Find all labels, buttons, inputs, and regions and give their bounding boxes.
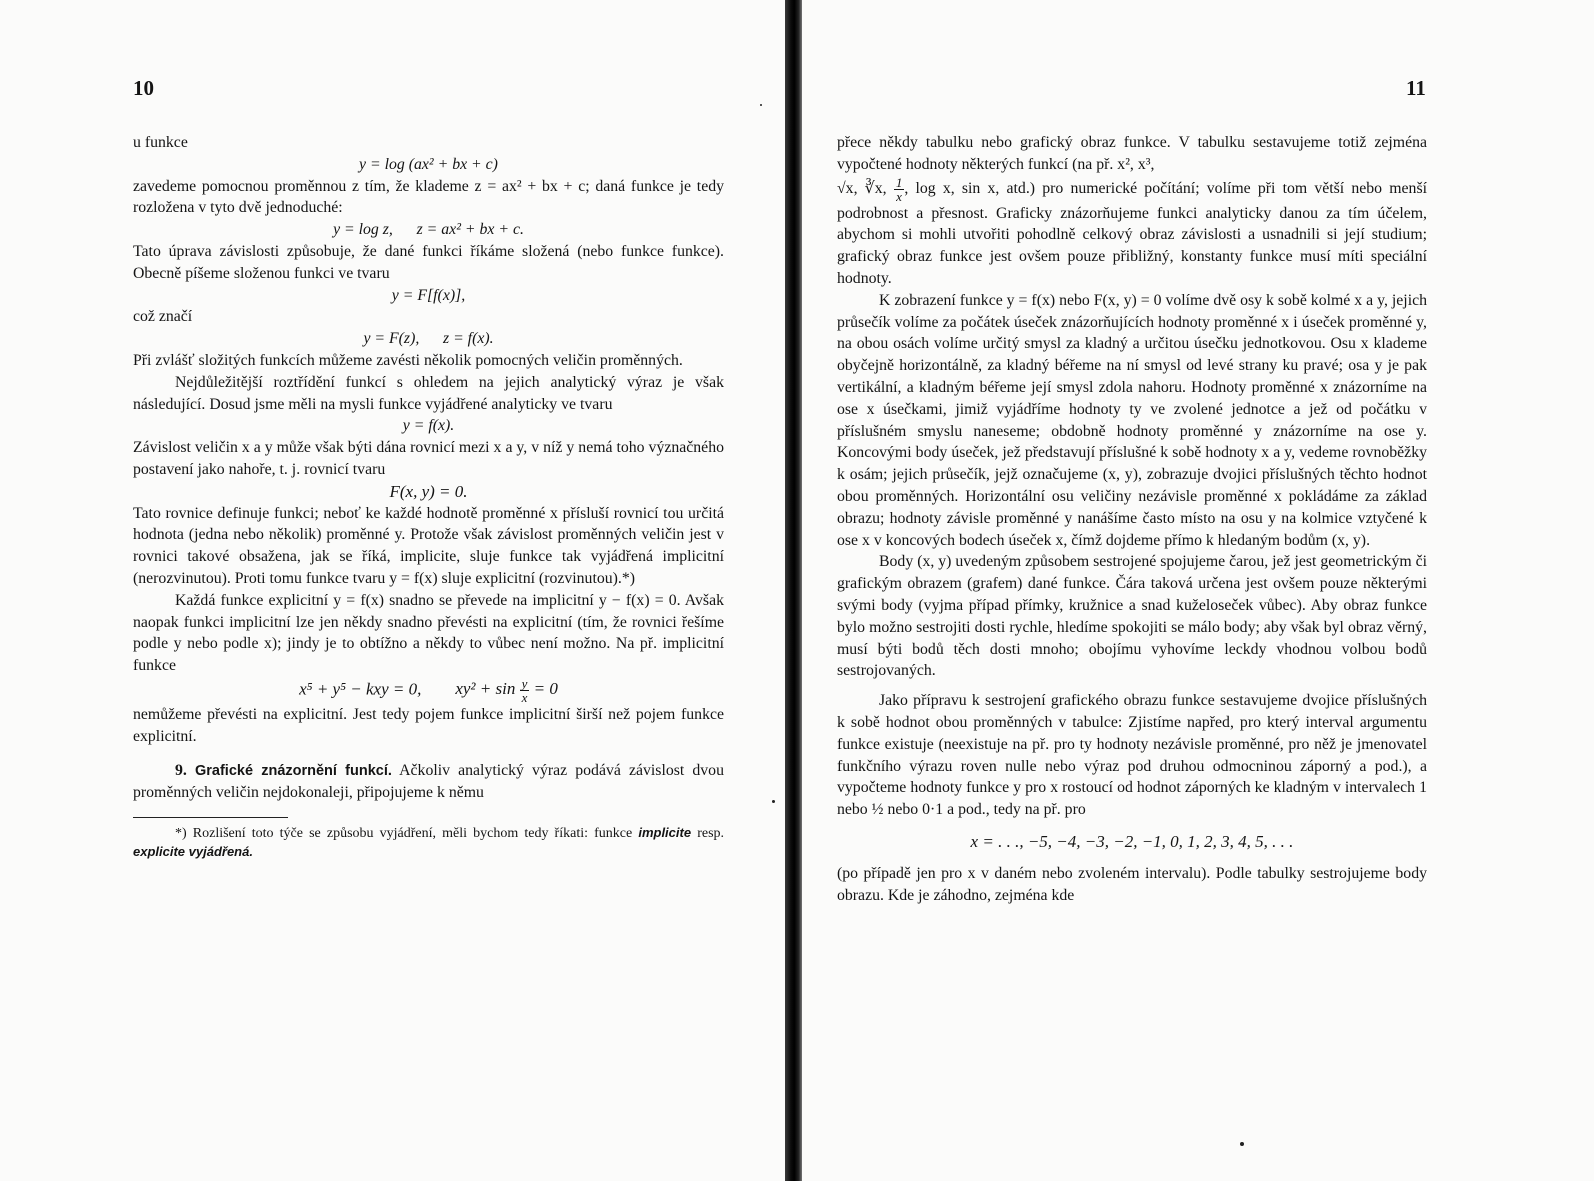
left-text-column xyxy=(133,132,724,862)
paragraph: zavedeme pomocnou proměnnou z tím, že klademe z = ax² + bx + c; daná funkce je tedy rozložena v tyto dvě jednoduché: xyxy=(133,177,724,217)
paragraph: Tato rovnice definuje funkci; neboť ke každé hodnotě proměnné x přísluší rovnicí tou určitá hodnota (jedna nebo několik) proměnné y. Protože však závislost proměnných veličin jest v rovnici takové obsažena, jak se říká, implicite, sluje funkce tak vyjádřená implicitní (nerozvinutou). Proti tomu funkce tvaru y = f(x) sluje explicitní (rozvinutou).*) xyxy=(133,504,724,587)
paragraph: Každá funkce explicitní y = f(x) snadno se převede na implicitní y − f(x) = 0. Avšak naopak funkci implicitní lze jen někdy snadno převésti na explicitní (tím, že rovnici řešíme podle y nebo podle x); jindy je to obtížno a někdy to vůbec není možno. Na př. implicitní funkce xyxy=(133,591,724,675)
scan-speck xyxy=(760,104,762,106)
paragraph: Závislost veličin x a y může však býti dána rovnicí mezi x a y, v níž y nemá toho význačného postavení jako nahoře, t. j. rovnicí tvaru xyxy=(133,439,724,478)
fraction: $\frac{1}{x}$ xyxy=(895,174,903,204)
footnote: *) Rozlišení toto týče se způsobu vyjádření, měli bychom tedy říkati: funkce implicite resp. explicite vyjádřená. xyxy=(133,825,725,860)
footnote-rule xyxy=(133,817,288,818)
equation: y = f(x). xyxy=(402,417,455,435)
paragraph: Při zvlášť složitých funkcích můžeme zavésti několik pomocných veličin proměnných. xyxy=(133,351,683,369)
paragraph: (po případě jen pro x v daném nebo zvoleném intervalu). Podle tabulky sestrojujeme body obrazu. Kde je záhodno, zejména kde xyxy=(837,864,1427,904)
paragraph: nemůžeme převésti na explicitní. Jest tedy pojem funkce implicitní širší než pojem funkce explicitní. xyxy=(133,705,724,745)
equation: y = F(z), z = f(x). xyxy=(363,330,494,348)
paragraph: u funkce xyxy=(133,134,188,151)
right-text-column xyxy=(837,132,1427,906)
left-page-number: 10 xyxy=(133,76,154,100)
paragraph: Tato úprava závislosti způsobuje, že dané funkci říkáme složená (nebo funkce funkce). Obecně píšeme složenou funkci ve tvaru xyxy=(133,242,724,282)
equation: x⁵ + y⁵ − kxy = 0, xyxy=(299,679,422,699)
paragraph-continued: √x, ∛x, $\frac{1}{x}$ , log x, sin x, atd.) pro numerické počítání; volíme při tom větší nebo menší podrobnost a přesnost. Graficky znázorňujeme funkci analyticky danou za tím účelem, abychom si mohli utvořiti pohodlně celkový obraz závislosti a usnadnili si její studium; grafický obraz funkce jest ovšem pouze přibližný, konstanty funkce musí míti speciální hodnoty. xyxy=(837,174,1427,287)
equation: y = log z, z = ax² + bx + c. xyxy=(333,221,524,239)
paragraph: Body (x, y) uvedeným způsobem sestrojené spojujeme čarou, jež jest geometrickým či grafickým obrazem (grafem) dané funkce. Čára taková určena jest ovšem pouze některými svými body (vyjma případ přímky, kružnice a snad kuželoseček vůbec). Aby obraz funkce bylo možno sestrojiti dosti rychle, hledíme spokojiti se málo body; aby však byl obraz věrný, musí býti bodů těch dosti mnoho; obojímu vyhovíme leckdy vhodnou volbou bodů sestrojovaných. xyxy=(837,553,1427,680)
equation: F(x, y) = 0. xyxy=(389,481,468,501)
equation: y = F[f(x)], xyxy=(391,286,466,304)
paragraph: K zobrazení funkce y = f(x) nebo F(x, y) = 0 volíme dvě osy k sobě kolmé x a y, jejich průsečík volíme za počátek úseček znázorňujících hodnoty proměnné x i úseček proměnné y, na obou osách volíme určitý smysl za kladný a určitou úsečku jednotkovou. Osu x klademe obyčejně horizontálně, za kladný béřeme na ní smysl od levé strany ku pravé; osa y je pak vertikální, a kladným béřeme její smysl zdola nahoru. Hodnoty proměnné x znázorníme na ose x úsečkami, jimiž vyjádříme hodnoty ty ve zvolené jednotce a jež od počátku v příslušném smyslu naneseme; obdobně hodnoty proměnné y znázorníme na ose y. Koncovými body úseček, jež představují příslušné k sobě hodnoty x a y, vedeme rovnoběžky k osám; jejich průsečík, jejž označujeme (x, y), zobrazuje dvojici příslušných těchto hodnot obou proměnných. Horizontální osu veličiny nezávisle proměnné x pokládáme za základ obrazu; hodnoty závisle proměnné y nanášíme často místo na osu y na kolmice vztyčené k ose x v koncových bodech úseček x, čímž dojdeme přímo k hledaným bodům (x, y). xyxy=(837,291,1427,549)
fraction: $\frac{y}{x}$ xyxy=(521,675,528,705)
paragraph: Jako přípravu k sestrojení grafického obrazu funkce sestavujeme dvojice příslušných k sobě hodnot obou proměnných v tabulce: Zjistíme napřed, pro který interval argumentu funkce existuje (neexistuje na př. pro ty hodnoty nezávisle proměnné, pro něž je jmenovatel funkčního výrazu roven nulle nebo výraz pod druhou odmocninou záporný a pod.), a vypočteme hodnoty funkce y pro x rostoucí od hodnot záporných ke kladným v intervalech 1 nebo ½ nebo 0·1 a pod., tedy na př. pro xyxy=(837,692,1427,819)
equation: y = log (ax² + bx + c) xyxy=(359,155,498,173)
paragraph: Nejdůležitější roztřídění funkcí s ohledem na jejich analytický výraz je však následující. Dosud jsme měli na mysli funkce vyjádřené analyticky ve tvaru xyxy=(133,373,724,413)
scan-speck xyxy=(772,800,775,803)
book-gutter xyxy=(785,0,802,1181)
section-number: 9. xyxy=(175,761,187,779)
equation: x = . . ., −5, −4, −3, −2, −1, 0, 1, 2, 3, 4, 5, . . . xyxy=(970,831,1294,851)
equation: xy² + sin $\frac{y}{x}$ = 0 xyxy=(455,675,558,705)
right-page-number: 11 xyxy=(1406,76,1426,100)
section-text: Ačkoliv analytický výraz podává závislost dvou proměnných veličin nejdokonaleji, připojujeme k němu xyxy=(133,761,724,802)
paragraph: přece někdy tabulku nebo grafický obraz funkce. V tabulku sestavujeme totiž zejména vypočtené hodnoty některých funkcí (na př. x², x³, xyxy=(837,134,1427,173)
section-paragraph xyxy=(133,760,724,805)
label-text: což značí xyxy=(133,308,193,326)
section-title: Grafické znázornění funkcí. xyxy=(194,762,392,779)
equation-pair xyxy=(133,677,724,704)
scan-speck xyxy=(1240,1142,1244,1146)
